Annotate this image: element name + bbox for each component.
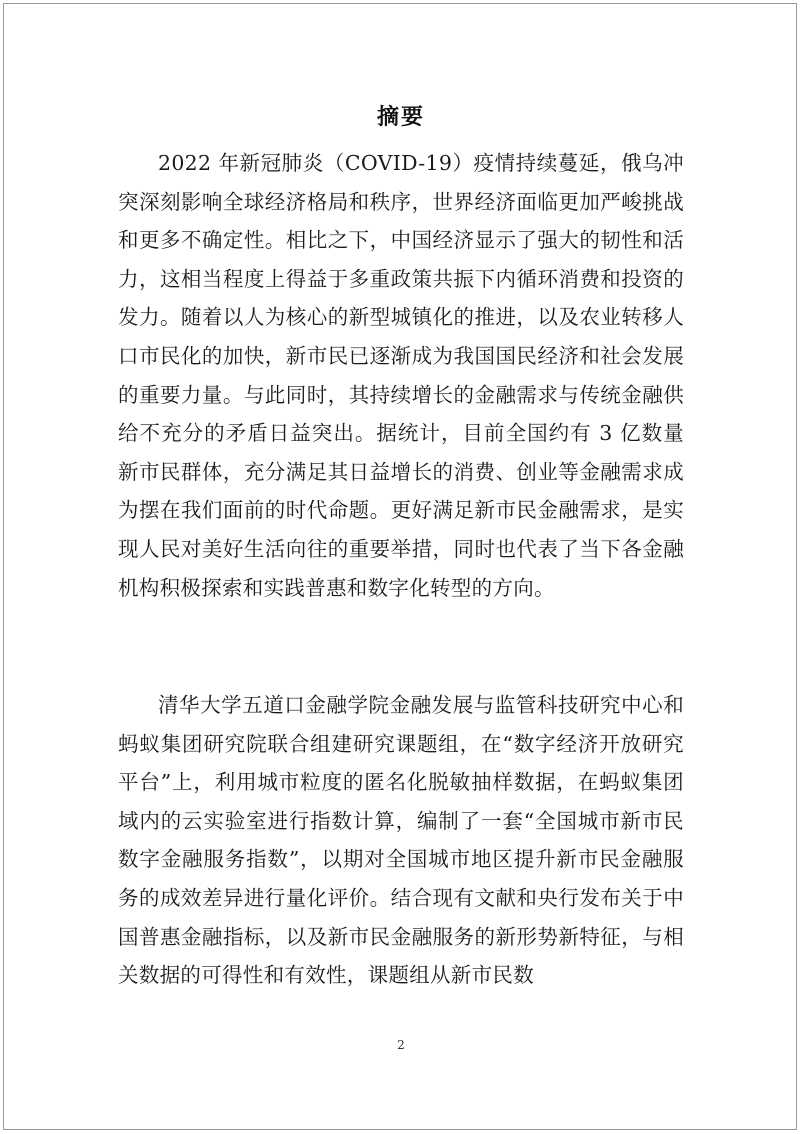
page-title: 摘要 [376,105,425,130]
page-number: 2 [397,1038,405,1052]
paragraph-1: 2022 年新冠肺炎（COVID-19）疫情持续蔓延，俄乌冲突深刻影响全球经济格局和秩序，世界经济面临更加严峻挑战和更多不确定性。相比之下，中国经济显示了强大的韧性和活力，这相当程度上得益于多重政策共振下内循环消费和投资的发力。随着以人为核心的新型城镇化的推进，以及农业转移人口市民化的加快，新市民已逐渐成为我国国民经济和社会发展的重要力量。与此同时，其持续增长的金融需求与传统金融供给不充分的矛盾日益突出。据统计，目前全国约有 3 亿数量新市民群体，充分满足其日益增长的消费、创业等金融需求成为摆在我们面前的时代命题。更好满足新市民金融需求，是实现人民对美好生活向往的重要举措，同时也代表了当下各金融机构积极探索和实践普惠和数字化转型的方向。 [118,151,684,600]
paragraph-2: 清华大学五道口金融学院金融发展与监管科技研究中心和蚂蚁集团研究院联合组建研究课题组，在“数字经济开放研究平台”上，利用城市粒度的匿名化脱敏抽样数据，在蚂蚁集团域内的云实验室进行指数计算，编制了一套“全国城市新市民数字金融服务指数”，以期对全国城市地区提升新市民金融服务的成效差异进行量化评价。结合现有文献和央行发布关于中国普惠金融指标，以及新市民金融服务的新形势新特征，与相关数据的可得性和有效性，课题组从新市民数 [118,693,684,988]
